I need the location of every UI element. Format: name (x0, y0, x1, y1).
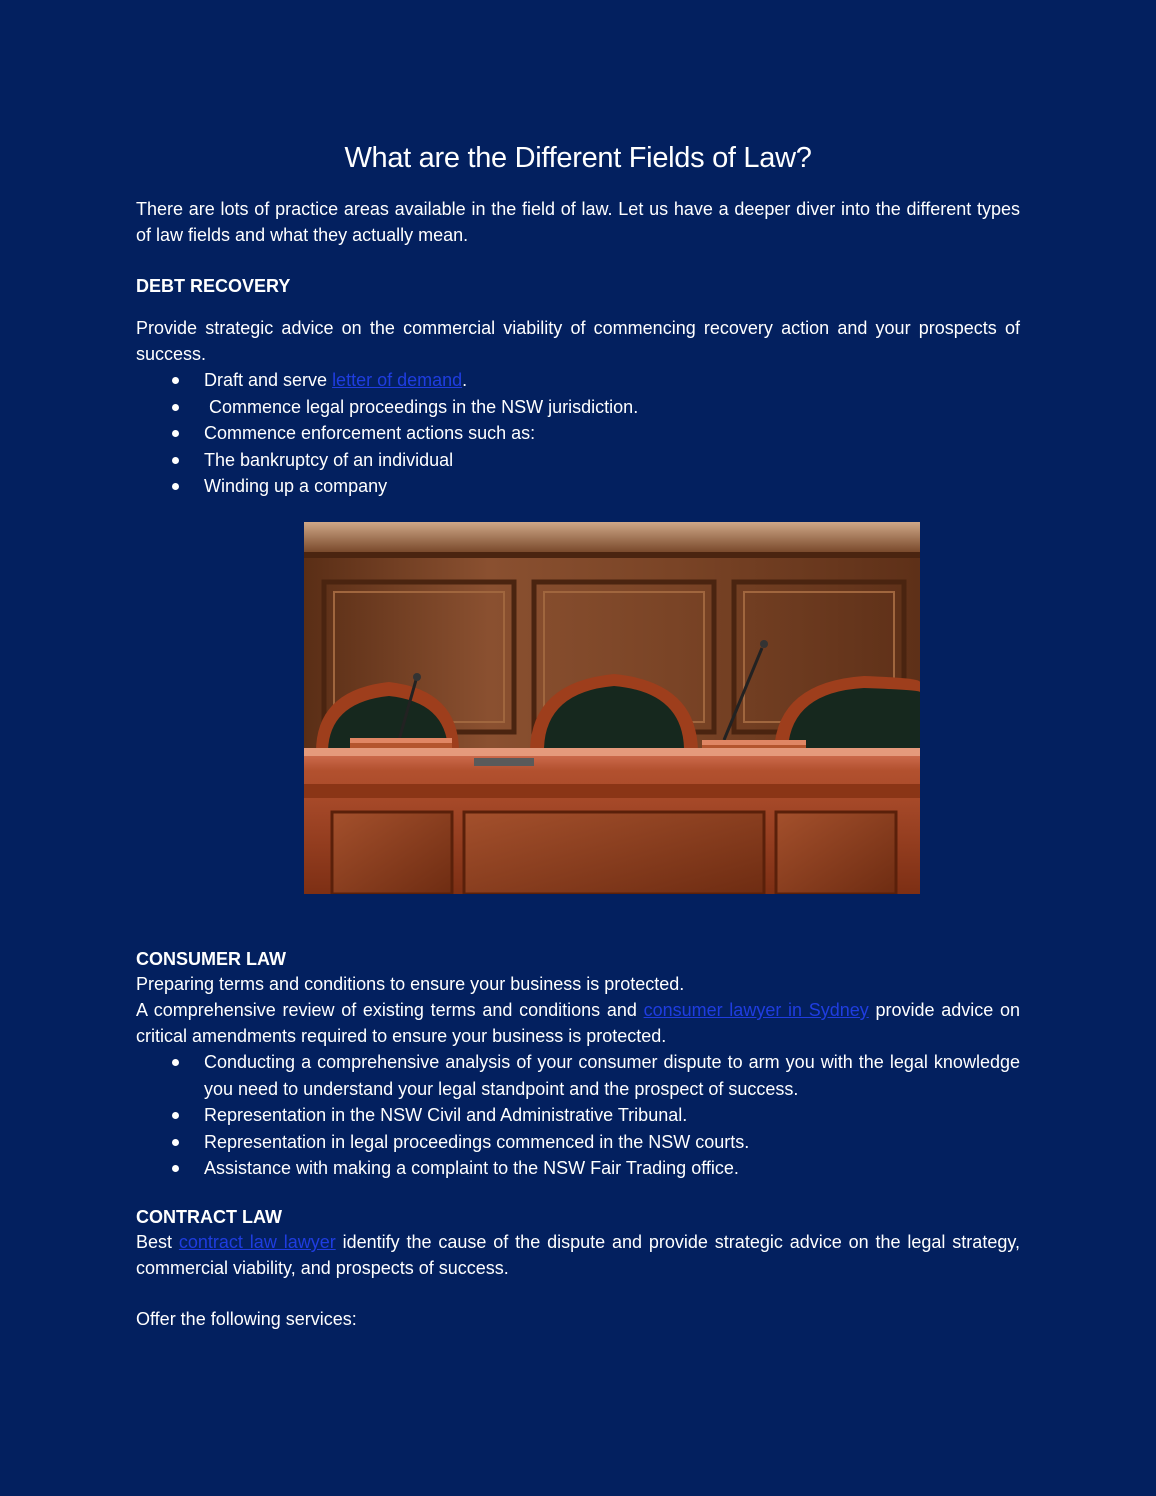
list-item: Assistance with making a complaint to the NSW Fair Trading office. (136, 1155, 1020, 1182)
paragraph-text: provide advice on critical amendments required to ensure your business is protected. (136, 1000, 1020, 1046)
list-item: Conducting a comprehensive analysis of your consumer dispute to arm you with the legal knowledge you need to understand your legal standpoint and the prospect of success. (136, 1049, 1020, 1102)
offer-services-line: Offer the following services: (136, 1309, 357, 1329)
letter-of-demand-link[interactable]: letter of demand (332, 370, 463, 390)
list-item: Winding up a company (136, 473, 1020, 500)
list-item: Commence legal proceedings in the NSW jurisdiction. (136, 394, 1020, 421)
debt-recovery-list (136, 367, 1020, 500)
list-item-text: Draft and serve (204, 370, 333, 390)
consumer-law-line-1: Preparing terms and conditions to ensure your business is protected. (136, 974, 685, 994)
list-item: Representation in legal proceedings commenced in the NSW courts. (136, 1129, 1020, 1156)
contract-law-lawyer-link[interactable]: contract law lawyer (178, 1232, 336, 1252)
debt-recovery-paragraph: Provide strategic advice on the commercial viability of commencing recovery action and your prospects of success. (136, 318, 1020, 364)
consumer-lawyer-link[interactable]: consumer lawyer in Sydney (643, 1000, 869, 1020)
paragraph-text: identify the cause of the dispute and provide strategic advice on the legal strategy, commercial viability, and prospects of success. (136, 1232, 1021, 1278)
contract-law-paragraph (136, 1229, 1020, 1281)
intro-paragraph: There are lots of practice areas available in the field of law. Let us have a deeper diver into the different types of law fields and what they actually mean. (136, 199, 1020, 245)
consumer-law-list (136, 1049, 1020, 1182)
consumer-law-paragraph (136, 997, 1020, 1049)
list-item: The bankruptcy of an individual (136, 447, 1020, 474)
consumer-law-heading: CONSUMER LAW (136, 949, 286, 969)
list-item-text: . (462, 370, 468, 390)
paragraph-text: A comprehensive review of existing terms and conditions and (136, 1000, 644, 1020)
list-item: Representation in the NSW Civil and Administrative Tribunal. (136, 1102, 1020, 1129)
page-title: What are the Different Fields of Law? (344, 142, 812, 174)
list-item (136, 367, 1020, 394)
courtroom-image (304, 522, 920, 894)
debt-recovery-heading: DEBT RECOVERY (136, 276, 291, 296)
contract-law-heading: CONTRACT LAW (136, 1207, 282, 1227)
list-item: Commence enforcement actions such as: (136, 420, 1020, 447)
paragraph-text: Best (136, 1232, 179, 1252)
